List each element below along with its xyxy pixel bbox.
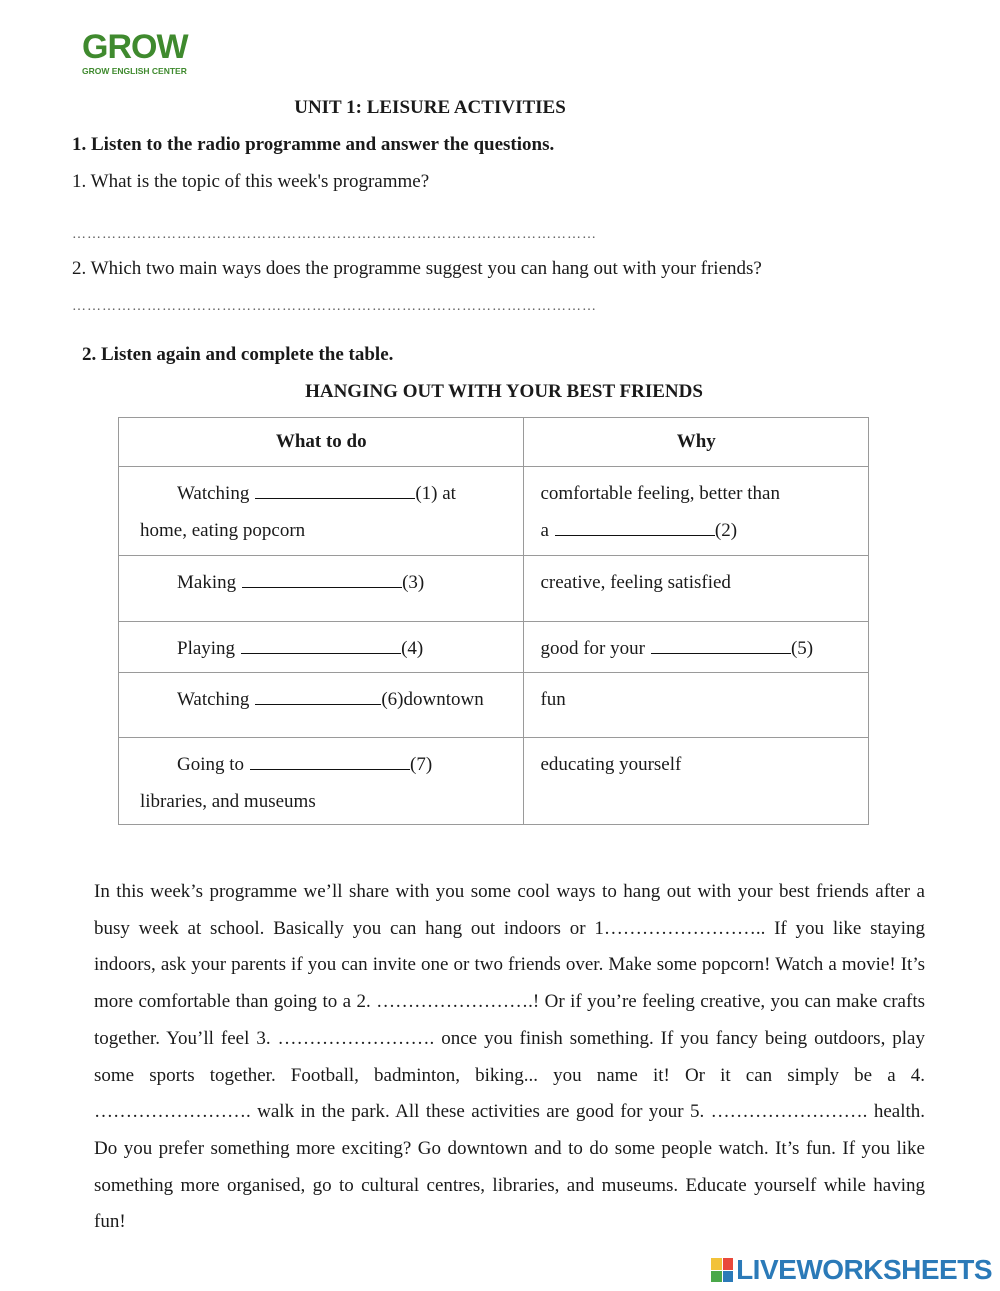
table-row [119, 622, 869, 673]
why-text: good for your [540, 638, 645, 659]
table-title: HANGING OUT WITH YOUR BEST FRIENDS [305, 381, 703, 402]
logo-word: GROW [82, 28, 188, 66]
why-text: fun [540, 689, 566, 710]
what-suffix: (1) at [415, 483, 456, 504]
table-row [119, 556, 869, 622]
what-label: Playing [177, 638, 236, 659]
what-cell [119, 556, 524, 622]
what-suffix: (4) [401, 638, 424, 659]
table-header-row [119, 418, 869, 467]
what-suffix: (7) [410, 754, 433, 775]
transcript-passage: In this week’s programme we’ll share with you some cool ways to hang out with your best friends after a busy week at school. Basically you can hang out indoors or 1…………………….. If you like staying indoors, ask your parents if you can invite one or two friends over. Make some popcorn! Watch a movie! It’s more comfortable than going to a 2. …………………….! Or if you’re feeling creative, you can make crafts together. You’ll feel 3. ……………………. once you finish something. If you fancy being outdoors, play some sports together. Football, badminton, biking... you name it! Or it can simply be a 4. ……………………. walk in the park. All these activities are good for your 5. ……………………. health. Do you prefer something more exciting? Go downtown and to do some people watch. It’s fun. If you like something more organised, go to cultural centres, libraries, and museums. Educate yourself while having fun! [94, 881, 925, 1233]
what-suffix: (3) [402, 572, 425, 593]
what-cell [119, 467, 524, 556]
header-what-to-do: What to do [119, 418, 524, 467]
why-prefix: a [540, 520, 549, 541]
table-row [119, 738, 869, 825]
blank-6[interactable] [255, 684, 381, 705]
why-text: comfortable feeling, better than [540, 483, 780, 504]
what-label: Going to [177, 754, 245, 775]
why-cell [524, 467, 869, 556]
page-title: UNIT 1: LEISURE ACTIVITIES [294, 97, 566, 118]
why-suffix: (5) [790, 638, 814, 659]
what-label: Watching [177, 483, 250, 504]
what-continuation: home, eating popcorn [140, 520, 306, 541]
liveworksheets-logo-icon [711, 1258, 733, 1282]
what-cell [119, 738, 524, 825]
exercise1-heading: 1. Listen to the radio programme and answer the questions. [72, 134, 555, 155]
blank-2[interactable] [555, 515, 715, 536]
what-suffix: (6)downtown [381, 689, 484, 710]
answer-line-2[interactable]: …………………………………………………………………………………………… [72, 299, 597, 314]
activity-table [118, 417, 869, 825]
why-cell [524, 556, 869, 622]
liveworksheets-watermark [711, 1255, 992, 1285]
exercise2-heading: 2. Listen again and complete the table. [82, 344, 394, 365]
header-why: Why [524, 418, 869, 467]
question-2: 2. Which two main ways does the programme suggest you can hang out with your friends? [72, 258, 762, 279]
grow-logo [82, 30, 192, 86]
blank-1[interactable] [255, 478, 415, 499]
blank-3[interactable] [242, 567, 402, 588]
why-cell [524, 622, 869, 673]
table-row [119, 673, 869, 738]
answer-line-1[interactable]: …………………………………………………………………………………………… [72, 227, 597, 242]
blank-4[interactable] [241, 633, 401, 654]
what-cell [119, 622, 524, 673]
blank-5[interactable] [651, 633, 791, 654]
what-label: Watching [177, 689, 250, 710]
logo-subtitle: GROW ENGLISH CENTER [82, 66, 187, 76]
blank-7[interactable] [250, 749, 410, 770]
why-cell [524, 738, 869, 825]
question-1: 1. What is the topic of this week's programme? [72, 171, 430, 192]
what-cell [119, 673, 524, 738]
what-continuation: libraries, and museums [140, 791, 316, 812]
what-label: Making [177, 572, 237, 593]
why-text: educating yourself [540, 754, 682, 775]
liveworksheets-text: LIVEWORKSHEETS [736, 1254, 992, 1285]
why-cell [524, 673, 869, 738]
why-text: creative, feeling satisfied [540, 572, 731, 593]
table-row [119, 467, 869, 556]
why-suffix: (2) [714, 520, 738, 541]
